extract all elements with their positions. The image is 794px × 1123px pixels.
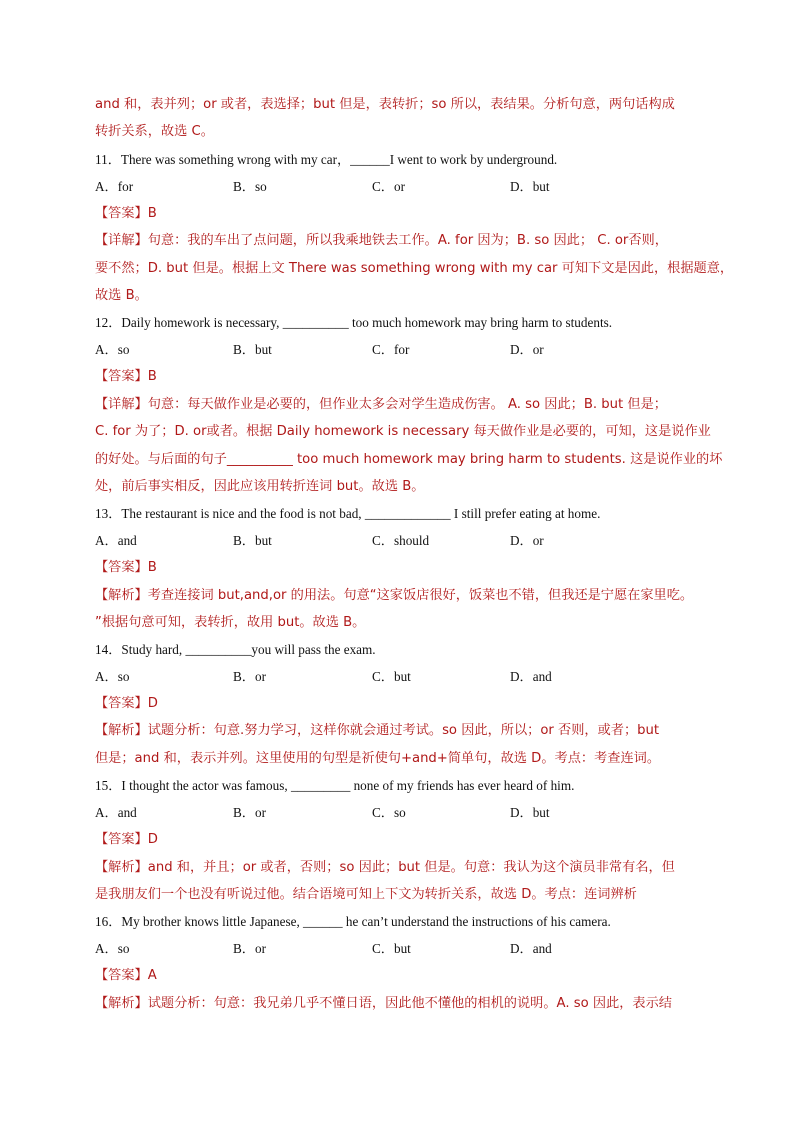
option-b: B．but	[233, 533, 272, 548]
option-b: B．so	[233, 179, 267, 194]
option-d: D．but	[510, 179, 550, 194]
answer-label: 【答案】B	[95, 206, 157, 221]
option-c: C．but	[372, 669, 411, 684]
option-a: A．and	[95, 805, 137, 820]
option-b: B．or	[233, 669, 266, 684]
option-a: A．for	[95, 179, 134, 194]
option-a: A．so	[95, 941, 130, 956]
question-14: 14．Study hard, __________you will pass the exam.	[95, 642, 376, 657]
option-d: D．or	[510, 533, 544, 548]
explanation-line: 要不然；D. but 但是。根据上文 There was something wrong with my car 可知下文是因此，根据题意，	[95, 261, 734, 276]
answer-label: 【答案】D	[95, 832, 158, 847]
explanation-line: 转折关系，故选 C。	[95, 124, 214, 139]
option-b: B．but	[233, 342, 272, 357]
explanation-line: 故选 B。	[95, 288, 148, 303]
explanation-line: 但是；and 和，表示并列。这里使用的句型是祈使句+and+简单句，故选 D。考点：考查连词。	[95, 751, 661, 766]
option-d: D．or	[510, 342, 544, 357]
question-16: 16．My brother knows little Japanese, ______ he can’t understand the instructions of his camera.	[95, 914, 611, 929]
option-a: A．so	[95, 669, 130, 684]
explanation-line: 【详解】句意：每天做作业是必要的，但作业太多会对学生造成伤害。 A. so 因此；B. but 但是；	[95, 397, 667, 412]
answer-label: 【答案】B	[95, 369, 157, 384]
question-13: 13．The restaurant is nice and the food is not bad, _____________ I still prefer eating at home.	[95, 506, 601, 521]
explanation-line: 【解析】考查连接词 but,and,or 的用法。句意“这家饭店很好，饭菜也不错，但我还是宁愿在家里吃。	[95, 588, 694, 603]
option-c: C．for	[372, 342, 410, 357]
question-12: 12．Daily homework is necessary, __________ too much homework may bring harm to students.	[95, 315, 613, 330]
explanation-line: 【详解】句意：我的车出了点问题，所以我乘地铁去工作。A. for 因为；B. so 因此； C. or否则，	[95, 233, 668, 248]
option-d: D．and	[510, 669, 552, 684]
explanation-line: and 和，表并列；or 或者，表选择；but 但是，表转折；so 所以，表结果。分析句意，两句话构成	[95, 97, 675, 112]
answer-label: 【答案】B	[95, 560, 157, 575]
answer-label: 【答案】D	[95, 696, 158, 711]
option-c: C．should	[372, 533, 430, 548]
explanation-line: 的好处。与后面的句子__________ too much homework may bring harm to students. 这是说作业的坏	[95, 452, 723, 467]
explanation-line: 【解析】试题分析：句意：我兄弟几乎不懂日语，因此他不懂他的相机的说明。A. so 因此，表示结	[95, 996, 672, 1011]
option-b: B．or	[233, 805, 266, 820]
explanation-line: 【解析】and 和，并且；or 或者，否则；so 因此；but 但是。句意：我认为这个演员非常有名，但	[95, 860, 675, 875]
option-d: D．but	[510, 805, 550, 820]
explanation-line: 处，前后事实相反，因此应该用转折连词 but。故选 B。	[95, 479, 425, 494]
option-d: D．and	[510, 941, 552, 956]
option-c: C．so	[372, 805, 406, 820]
explanation-line: ”根据句意可知，表转折，故用 but。故选 B。	[95, 615, 366, 630]
explanation-line: 【解析】试题分析：句意.努力学习，这样你就会通过考试。so 因此，所以；or 否则，或者；but	[95, 723, 660, 738]
answer-label: 【答案】A	[95, 968, 157, 983]
explanation-line: C. for 为了；D. or或者。根据 Daily homework is necessary 每天做作业是必要的，可知，这是说作业	[95, 424, 711, 439]
option-a: A．so	[95, 342, 130, 357]
option-c: C．or	[372, 179, 405, 194]
option-b: B．or	[233, 941, 266, 956]
option-a: A．and	[95, 533, 137, 548]
question-11: 11．There was something wrong with my car，______I went to work by underground.	[95, 152, 558, 167]
explanation-line: 是我朋友们一个也没有听说过他。结合语境可知上下文为转折关系，故选 D。考点：连词辨析	[95, 887, 637, 902]
option-c: C．but	[372, 941, 411, 956]
question-15: 15．I thought the actor was famous, _________ none of my friends has ever heard of him.	[95, 778, 575, 793]
